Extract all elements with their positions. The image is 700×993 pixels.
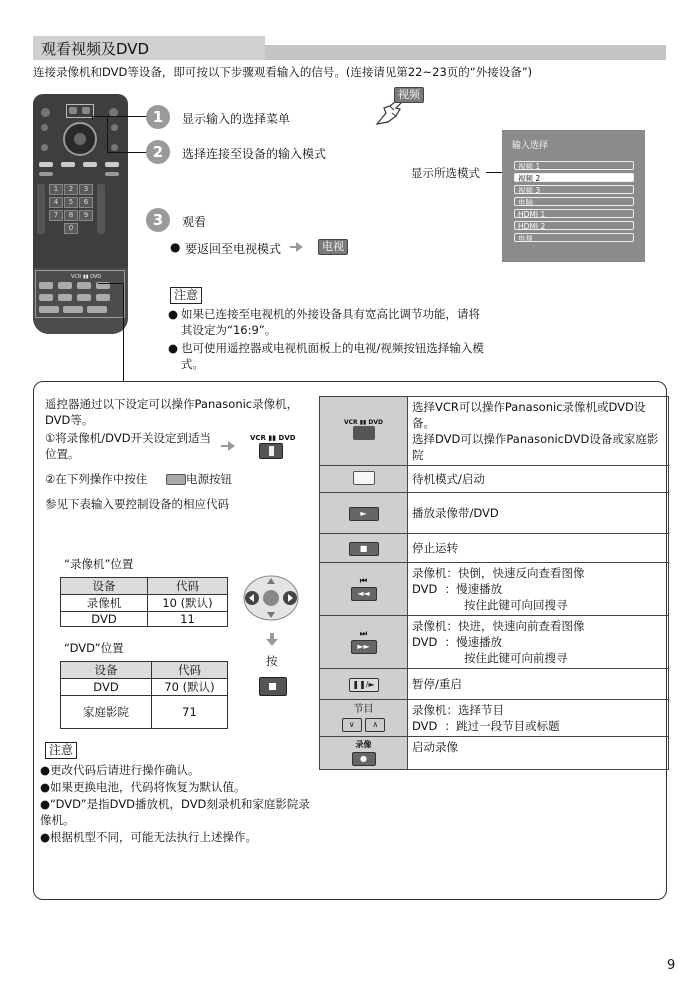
fast-forward-icon: ►► [351,640,377,654]
power-key-icon [166,474,186,485]
icon-cell [320,737,408,770]
description-line: 按住此键可向前搜寻 [464,651,568,665]
digit-key: 6 [79,197,93,208]
table-cell: 家庭影院 [61,696,152,729]
description-line: 按住此键可向回搜寻 [464,598,568,612]
description-cell [408,397,669,466]
step-1-text: 显示输入的选择菜单 [182,112,291,126]
vcr-dvd-switch-label: VCR ▮▮ DVD [250,434,296,442]
play-icon: ► [349,507,379,521]
vcr-position-caption: “录像机”位置 [64,557,134,571]
table-row [320,493,669,534]
description-cell [408,669,669,700]
channel-rocker [97,184,105,234]
description-cell [408,700,669,737]
description-cell [408,534,669,563]
step-3-text: 观看 [182,215,207,229]
dvd-position-caption: “DVD”位置 [64,641,124,655]
menu-item-hdmi2[interactable]: HDMI 2 [514,221,634,230]
remote-dpad [63,122,97,156]
remote-button [105,172,119,176]
callout-line [98,283,124,284]
stop-icon: ■ [349,542,379,556]
description-line: DVD ：跳过一段节目或标题 [412,719,560,733]
chevron-down-icon: ∨ [342,718,362,732]
title-bar [33,36,666,60]
note2-bullet: ●“DVD”是指DVD播放机，DVD刻录机和家庭影院录像机。 [40,797,310,827]
description-line: 待机模式/启动 [412,472,485,486]
header-code: 代码 [148,578,228,595]
digit-key: 0 [64,223,78,234]
menu-item-tv[interactable]: 电视 [514,233,634,242]
icon-cell [320,466,408,493]
digit-key: 3 [79,184,93,195]
icon-cell [320,563,408,616]
stop-icon [269,683,276,690]
dvd-code-table [60,661,228,729]
description-line: 录像机：快进，快速向前查看图像 [412,619,585,633]
vcr-dvd-switch-icon [353,426,375,440]
panel-intro: 遥控器通过以下设定可以操作Panasonic录像机，DVD等。 [45,397,299,427]
step-2-number: 2 [146,140,170,164]
description-cell [408,616,669,669]
callout-line [92,116,93,120]
menu-item-hdmi1[interactable]: HDMI 1 [514,209,634,218]
menu-item-video3[interactable]: 视频 3 [514,185,634,194]
description-line: 停止运转 [412,541,458,555]
remote-button [83,162,97,167]
table-row [61,595,228,612]
note-bullet-icon: ● [168,341,179,355]
note-bullet-icon: ● [168,307,179,321]
record-label: 录像 [355,740,372,749]
table-row [320,700,669,737]
table-cell: 录像机 [61,595,148,612]
table-cell: 11 [148,612,228,627]
remote-button [111,124,118,131]
stop-button[interactable] [259,677,287,696]
table-cell: 71 [152,696,228,729]
title-rule [265,45,666,60]
remote-button [39,162,53,167]
description-line: DVD ：慢速播放 [412,582,503,596]
pause-icon: ❚❚/► [349,678,379,692]
vcr-dvd-label: VCR ▮▮ DVD [343,419,384,426]
table-row [320,669,669,700]
callout-line [92,116,147,117]
description-cell [408,563,669,616]
arrow-right-icon [296,242,303,252]
remote-button [41,124,48,131]
video-input-button[interactable]: 视频 [394,87,424,103]
digit-key: 4 [49,197,63,208]
power-key-icon [353,471,375,485]
table-row [61,679,228,696]
panel-step2-suffix: 电源按钮 [186,472,232,486]
table-header-row [61,662,228,679]
return-tv-text: 要返回至电视模式 [185,242,282,256]
header-code: 代码 [152,662,228,679]
arrow-right-icon-shaft [221,445,229,447]
table-row [61,696,228,729]
table-cell: 10 (默认) [148,595,228,612]
table-cell: DVD [61,612,148,627]
remote-button [39,172,53,176]
callout-line [123,283,124,381]
step-2-text: 选择连接至设备的输入模式 [182,147,327,161]
program-label: 节目 [353,704,374,715]
remote-button [111,144,118,151]
vcr-dvd-area-highlight [35,270,125,318]
menu-item-video2[interactable]: 视频 2 [514,173,634,182]
skip-forward-icon: ⏭ [359,629,368,638]
menu-item-pc[interactable]: 电脑 [514,197,634,206]
description-line: 播放录像带/DVD [412,506,499,520]
icon-cell [320,493,408,534]
description-line: DVD ：慢速播放 [412,635,503,649]
digit-key: 9 [79,210,93,221]
menu-item-video1[interactable]: 视频 1 [514,161,634,170]
panel-reference: 参见下表输入要控制设备的相应代码 [45,497,229,511]
description-line: 暂停/重启 [412,677,462,691]
tv-button[interactable]: 电视 [318,239,348,255]
step-3-number: 3 [146,208,170,232]
note-bullet: 如果已连接至电视机的外接设备具有宽高比调节功能，请将其设定为“16:9”。 [181,307,480,337]
icon-cell [320,616,408,669]
step-1-number: 1 [146,105,170,129]
header-device: 设备 [61,578,148,595]
table-row [320,534,669,563]
digit-key: 5 [64,197,78,208]
input-button-highlight [66,104,94,118]
table-row [320,616,669,669]
arrow-down-icon [266,633,278,647]
description-cell [408,493,669,534]
description-line: 选择VCR可以操作Panasonic录像机或DVD设备。 [412,400,646,430]
chevron-up-icon: ∧ [365,718,385,732]
description-cell [408,466,669,493]
table-row [320,466,669,493]
note-heading: 注意 [170,287,202,304]
note2-bullet: ●根据机型不同，可能无法执行上述操作。 [40,830,258,844]
table-row [320,563,669,616]
selected-mode-label: 显示所选模式 [411,166,480,180]
description-line: 选择DVD可以操作PanasonicDVD设备或家庭影院 [412,432,659,462]
remote-button [41,108,50,117]
arrow-right-icon-shaft [290,246,297,248]
icon-cell [320,669,408,700]
note2-bullet: ●如果更换电池，代码将恢复为默认值。 [40,780,246,794]
description-line: 启动录像 [412,740,458,754]
table-row [320,397,669,466]
input-select-menu [502,130,645,262]
description-cell [408,737,669,770]
callout-line [107,116,108,152]
note2-heading: 注意 [45,742,77,759]
arrow-right-icon [228,441,235,451]
table-cell: DVD [61,679,152,696]
icon-cell [320,700,408,737]
dpad-center [74,133,86,145]
page-title: 观看视频及DVD [41,40,150,58]
remote-button [41,144,48,151]
note-bullet: 也可使用遥控器或电视机面板上的电视/视频按钮选择输入模式。 [181,341,484,371]
icon-cell [320,397,408,466]
remote-button [105,162,119,167]
header-device: 设备 [61,662,152,679]
panel-step2: ②在下列操作中按住 [45,472,148,486]
vcr-dvd-switch[interactable] [259,443,283,459]
table-row [320,737,669,770]
switch-knob [269,446,274,456]
table-cell: 70 (默认) [152,679,228,696]
digit-key: 1 [49,184,63,195]
remote-lower-panel [33,268,128,334]
note2-bullet: ●更改代码后请进行操作确认。 [40,763,200,777]
description-line: 录像机：快倒，快速反向查看图像 [412,566,585,580]
table-row [61,612,228,627]
digit-key: 2 [64,184,78,195]
panel-step1: ①将录像机/DVD开关设定到适当位置。 [45,431,212,461]
page-subtitle: 连接录像机和DVD等设备，即可按以下步骤观看输入的信号。(连接请见第22~23页的“外接设备”) [33,65,533,79]
table-header-row [61,578,228,595]
record-icon: ● [352,752,376,766]
operations-table [319,396,669,770]
callout-line [107,152,147,153]
digit-key: 8 [64,210,78,221]
description-line: 录像机：选择节目 [412,703,504,717]
rewind-icon: ◄◄ [351,587,377,601]
menu-title: 输入选择 [512,141,549,151]
digit-key: 7 [49,210,63,221]
remote-button [61,162,75,167]
vcr-code-table [60,577,228,627]
return-bullet: ● [170,240,181,254]
remote-vcr-dvd-label: VCR ▮▮ DVD [71,274,102,280]
dpad-icon [242,574,300,622]
icon-cell [320,534,408,563]
skip-back-icon: ⏮ [359,576,368,585]
volume-rocker [37,184,45,234]
remote-control [33,94,128,334]
press-label: 按 [266,654,278,668]
page-number: 9 [667,958,676,973]
